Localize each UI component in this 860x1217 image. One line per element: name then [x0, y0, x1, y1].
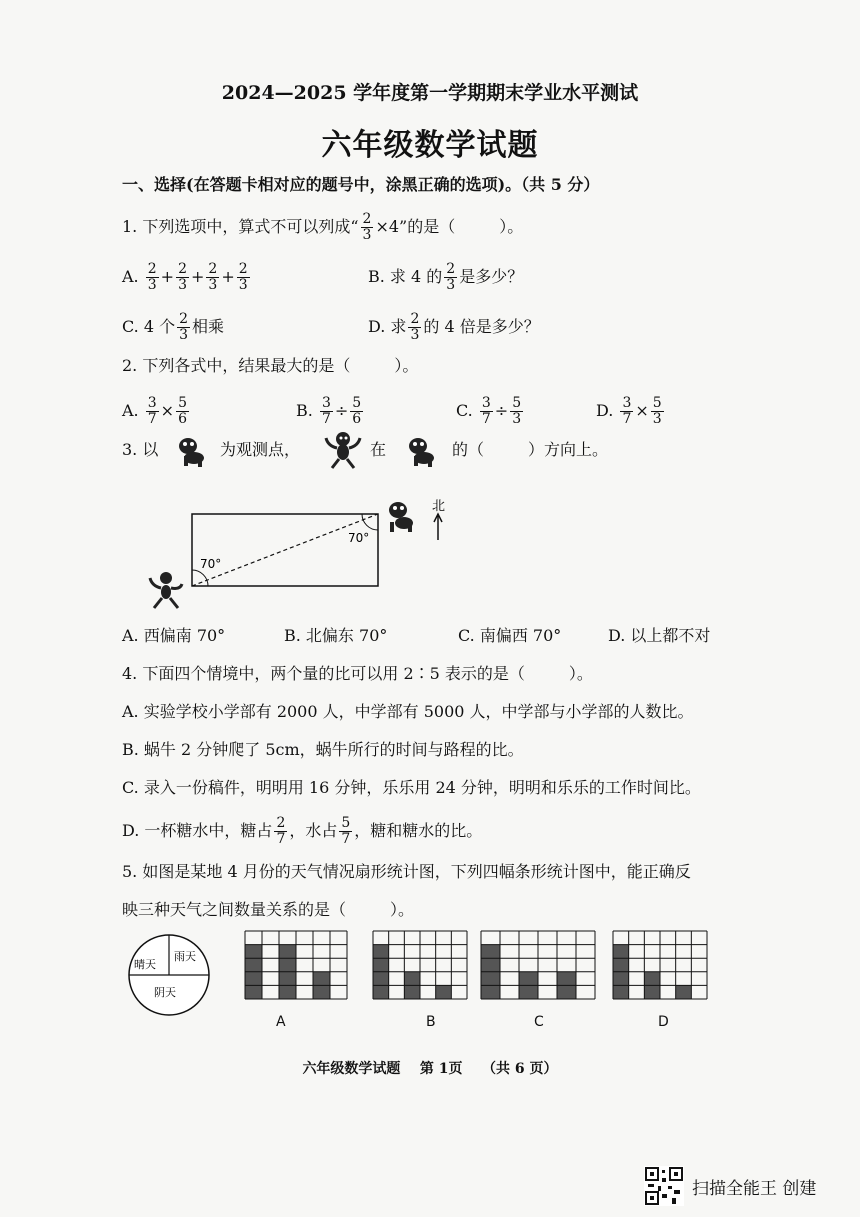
chart-label-b: B — [426, 1014, 436, 1030]
q3-option-a: A. 西偏南 70° — [122, 626, 226, 645]
q1-option-d: D. 求 $\frac{2}{3}$ 的 4 倍是多少？ — [368, 311, 540, 343]
qr-code-icon — [644, 1166, 684, 1206]
q1-stem-a: 1. 下列选项中，算式不可以列成“ — [122, 217, 359, 236]
weather-pie-chart — [124, 930, 214, 1020]
subject-title: 六年级数学试题 — [321, 128, 539, 163]
q3-stem-d: 的（ ）方向上。 — [452, 440, 609, 459]
q3-direction-diagram — [140, 490, 480, 620]
chart-label-d: D — [658, 1014, 669, 1030]
q2-option-a: A. $\frac{3}{7}$ × $\frac{5}{6}$ — [122, 395, 187, 427]
q3-option-c: C. 南偏西 70° — [458, 626, 562, 645]
dog-icon — [172, 432, 208, 468]
pie-label-sunny: 晴天 — [134, 958, 156, 971]
page-footer: 六年级数学试题 第 1页 （共 6 页） — [302, 1061, 558, 1077]
q1-option-c: C. 4 个 $\frac{2}{3}$ 相乘 — [122, 311, 225, 343]
dog-icon — [402, 432, 438, 468]
q2-stem: 2. 下列各式中，结果最大的是（ ）。 — [122, 356, 419, 375]
dog-icon — [389, 502, 413, 532]
q4-option-d: D. 一杯糖水中，糖占 $\frac{2}{7}$ ，水占 $\frac{5}{7}$ ，糖和糖水的比。 — [122, 815, 483, 847]
q4-option-b: B. 蜗牛 2 分钟爬了 5cm，蜗牛所行的时间与路程的比。 — [122, 740, 524, 759]
bar-chart-a — [244, 930, 348, 1000]
q4-option-c: C. 录入一份稿件，明明用 16 分钟，乐乐用 24 分钟，明明和乐乐的工作时间比。 — [122, 778, 701, 797]
chart-label-c: C — [534, 1014, 544, 1030]
q1-option-a: A. $\frac{2}{3}$ + $\frac{2}{3}$ + $\frac{2}{3}$ + $\frac{2}{3}$ — [122, 261, 248, 293]
pie-label-rain: 雨天 — [174, 950, 196, 963]
q3-stem: 3. 以 — [122, 440, 159, 459]
q4-stem: 4. 下面四个情境中，两个量的比可以用 2∶5 表示的是（ ）。 — [122, 664, 593, 683]
monkey-icon — [322, 430, 364, 470]
q3-stem-c: 在 — [370, 440, 387, 459]
q1-fraction: $\frac{2}{3}$ — [362, 211, 372, 243]
pie-label-cloudy: 阴天 — [154, 986, 176, 999]
monkey-icon — [150, 572, 182, 608]
q3-option-b: B. 北偏东 70° — [284, 626, 388, 645]
q3-stem-b: 为观测点， — [220, 440, 301, 459]
q3-option-d: D. 以上都不对 — [608, 626, 711, 645]
section-heading: 一、选择(在答题卡相对应的题号中，涂黑正确的选项)。（共 5 分） — [122, 175, 600, 194]
q1-stem-b: ×4”的是（ — [375, 217, 456, 236]
bar-chart-b — [372, 930, 468, 1000]
bar-chart-d — [612, 930, 708, 1000]
angle-right-label: 70° — [348, 531, 370, 545]
bar-3 — [676, 985, 692, 999]
chart-label-a: A — [276, 1014, 286, 1030]
bar-chart-c — [480, 930, 596, 1000]
angle-left-label: 70° — [200, 557, 222, 571]
q1-stem-c: ）。 — [499, 217, 524, 236]
q2-option-c: C. $\frac{3}{7}$ ÷ $\frac{5}{3}$ — [456, 395, 522, 427]
q1-option-b: B. 求 4 的 $\frac{2}{3}$ 是多少？ — [368, 261, 524, 293]
bar-3 — [436, 985, 452, 999]
q2-option-b: B. $\frac{3}{7}$ ÷ $\frac{5}{6}$ — [296, 395, 362, 427]
watermark-text: 扫描全能王 创建 — [692, 1179, 817, 1199]
exam-title: 2024—2025 学年度第一学期期末学业水平测试 — [221, 82, 639, 104]
north-label: 北 — [432, 499, 446, 514]
q4-option-a: A. 实验学校小学部有 2000 人，中学部有 5000 人，中学部与小学部的人数比。 — [122, 702, 694, 721]
q5-stem-line2: 映三种天气之间数量关系的是（ ）。 — [122, 900, 415, 919]
q1-stem — [122, 212, 523, 243]
q2-option-d: D. $\frac{3}{7}$ × $\frac{5}{3}$ — [596, 395, 662, 427]
q5-stem-line1: 5. 如图是某地 4 月份的天气情况扇形统计图，下列四幅条形统计图中，能正确反 — [122, 862, 691, 881]
